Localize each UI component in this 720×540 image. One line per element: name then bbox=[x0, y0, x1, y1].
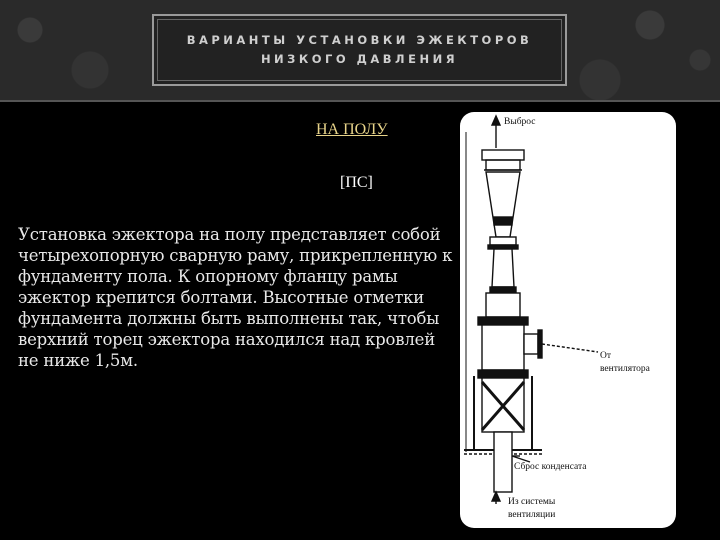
body-paragraph: Установка эжектора на полу представляет собой четырехопорную сварную раму, прикрепленную к фундаменту пола. К опорному фланцу рамы эжектор крепится болтами. Высотные отметки фундамента должны быть выполнены так, чтобы верхний торец эжектора находился над кровлей не ниже 1,5м. bbox=[18, 225, 453, 370]
slide-title: ВАРИАНТЫ УСТАНОВКИ ЭЖЕКТОРОВ НИЗКОГО ДАВЛЕНИЯ bbox=[186, 33, 533, 66]
slide-subtitle: НА ПОЛУ bbox=[316, 121, 388, 138]
label-from-fan-1: От bbox=[600, 351, 612, 361]
label-exhaust: Выброс bbox=[504, 117, 536, 127]
ejector-drawing bbox=[460, 112, 676, 528]
label-from-system-1: Из системы bbox=[508, 497, 556, 507]
title-box bbox=[152, 14, 567, 86]
label-from-system-2: вентиляции bbox=[508, 510, 556, 520]
label-from-fan-2: вентилятора bbox=[600, 364, 650, 374]
label-condensate: Сброс конденсата bbox=[514, 462, 587, 472]
ejector-diagram bbox=[460, 112, 676, 528]
code-label: [ПС] bbox=[340, 174, 373, 191]
